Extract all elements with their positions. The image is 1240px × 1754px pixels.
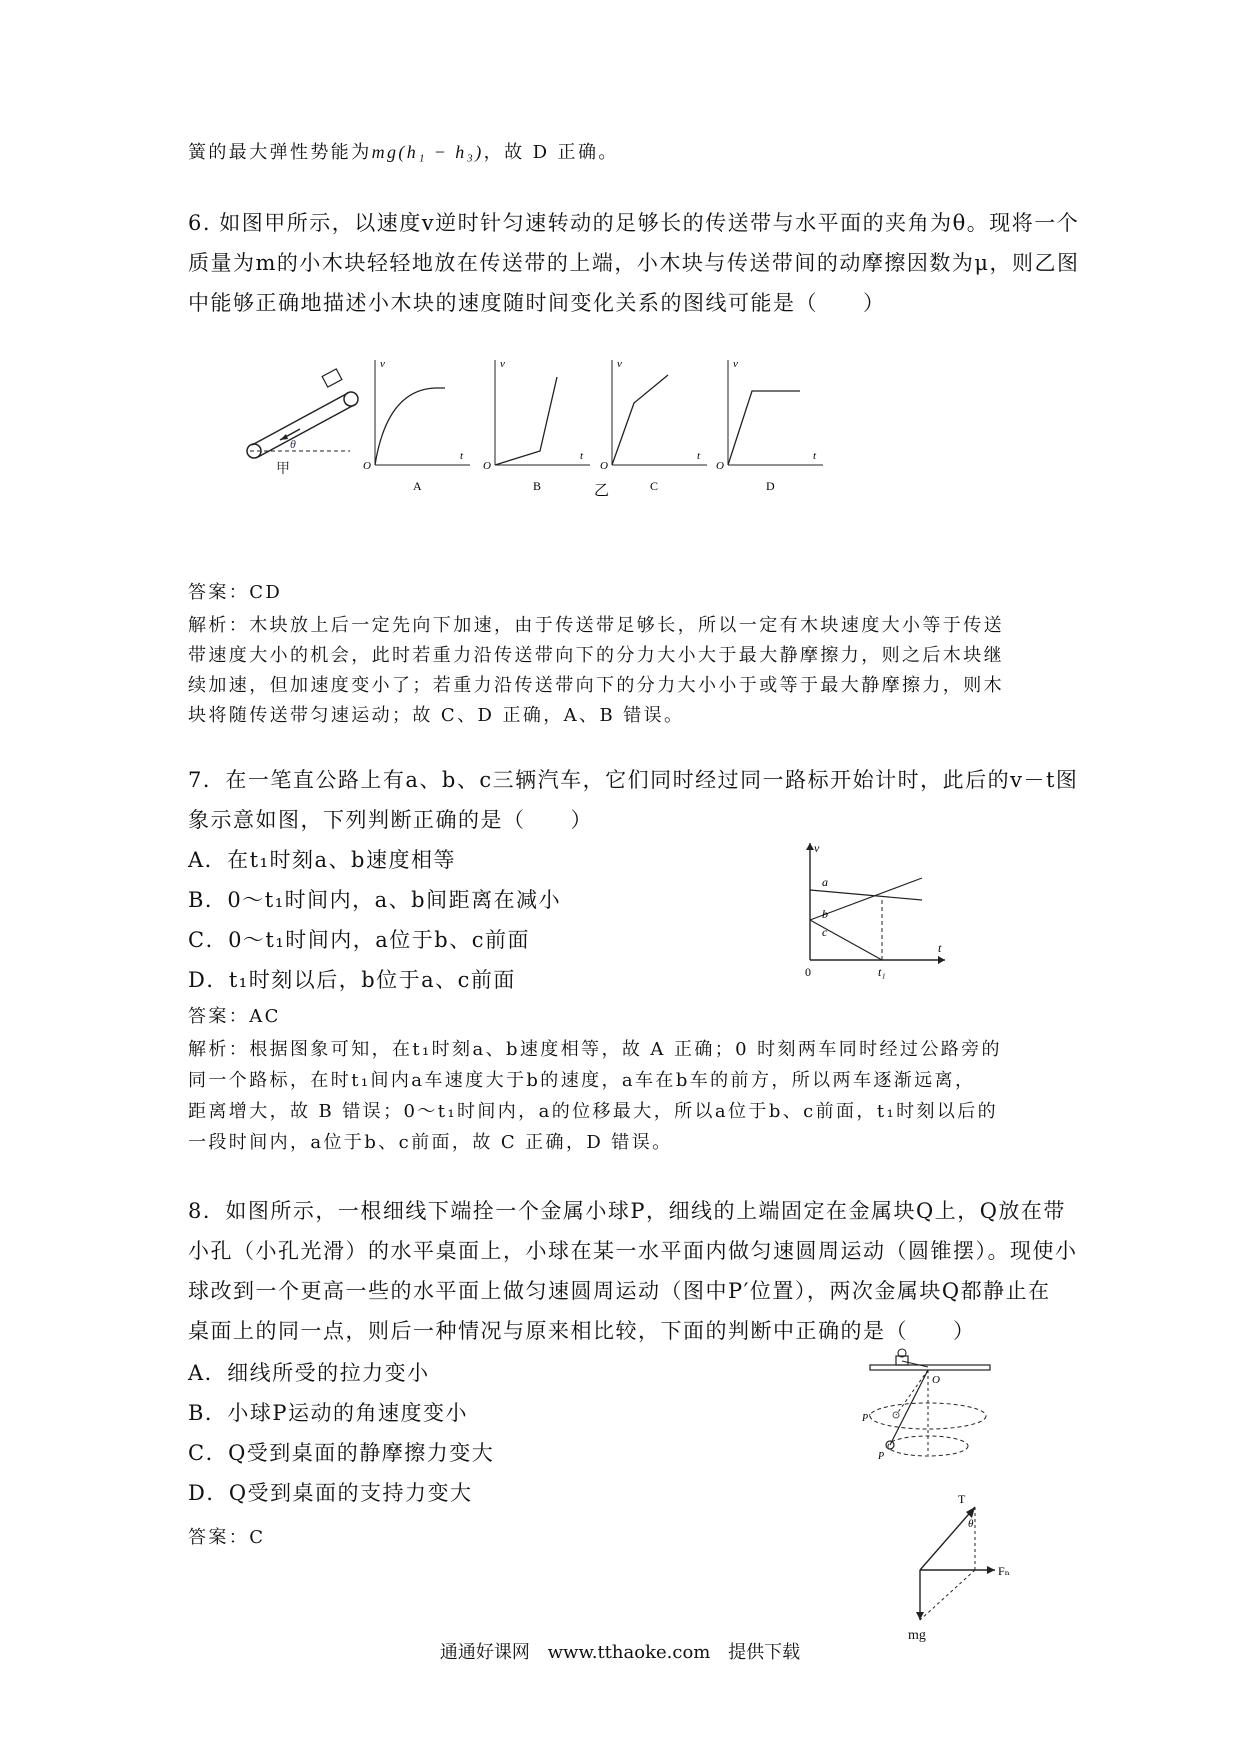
graph-b-t: t — [580, 450, 584, 462]
q7-axis-v: v — [814, 841, 820, 855]
q7-vt-graph — [800, 840, 950, 980]
q6-analysis-2: 带速度大小的机会，此时若重力沿传送带向下的分力大小大于最大静摩擦力，则之后木块继 — [188, 645, 1004, 666]
graph-a-v: v — [380, 358, 385, 370]
graph-d-origin: O — [716, 460, 724, 472]
q8-stem-line1: 8．如图所示，一根细线下端拴一个金属小球P，细线的上端固定在金属块Q上，Q放在带 — [188, 1199, 1066, 1223]
belt-angle-label: θ — [290, 437, 296, 451]
graph-a — [363, 358, 470, 493]
q7-origin: 0 — [805, 965, 811, 979]
q6-stem-line3: 中能够正确地描述小木块的速度随时间变化关系的图线可能是（ ） — [188, 291, 886, 315]
tension-vector — [920, 1507, 975, 1570]
q7-analysis-1: 解析：根据图象可知，在t₁时刻a、b速度相等，故 A 正确；0 时刻两车同时经过公路旁的 — [188, 1039, 1002, 1060]
graph-c-t: t — [697, 450, 701, 462]
q8-force-diagram — [880, 1485, 1020, 1625]
graph-b — [483, 358, 590, 493]
q8-option-d: D．Q受到桌面的支持力变大 — [188, 1481, 473, 1505]
q7-option-b: B．0～t₁时间内，a、b间距离在减小 — [188, 888, 562, 912]
q8-option-b: B．小球P运动的角速度变小 — [188, 1401, 469, 1425]
q7-option-c: C．0～t₁时间内，a位于b、c前面 — [188, 928, 531, 952]
q7-option-a: A．在t₁时刻a、b速度相等 — [188, 848, 456, 872]
q8-label-p-prime: P′ — [862, 1413, 871, 1424]
q6-stem-line1: 6. 如图甲所示，以速度v逆时针匀速转动的足够长的传送带与水平面的夹角为θ。现将一个 — [188, 211, 1080, 235]
page-footer — [0, 1638, 1240, 1664]
q7-option-d: D．t₁时刻以后，b位于a、c前面 — [188, 968, 516, 992]
q8-label-theta: θ — [968, 1518, 974, 1530]
line-c — [810, 920, 882, 960]
graph-d-v: v — [733, 358, 738, 370]
q6-stem-line2: 质量为m的小木块轻轻地放在传送带的上端，小木块与传送带间的动摩擦因数为μ，则乙图 — [188, 251, 1080, 275]
q8-label-p: P — [878, 1451, 885, 1462]
q6-figure — [240, 355, 920, 505]
q8-stem-line3: 球改到一个更高一些的水平面上做匀速圆周运动（图中P′位置），两次金属块Q都静止在 — [188, 1279, 1051, 1303]
q8-stem-line4: 桌面上的同一点，则后一种情况与原来相比较，下面的判断中正确的是（ ） — [188, 1319, 976, 1343]
conveyor-belt-figure — [247, 369, 358, 477]
q8-stem-line2: 小孔（小孔光滑）的水平桌面上，小球在某一水平面内做匀速圆周运动（圆锥摆）。现使小 — [188, 1239, 1078, 1263]
q7-stem-line2: 象示意如图，下列判断正确的是（ ） — [188, 808, 593, 832]
prev-answer-tail — [188, 138, 619, 164]
footer-note: 提供下载 — [728, 1642, 801, 1663]
graph-c-origin: O — [600, 460, 608, 472]
q8-label-o: O — [932, 1374, 940, 1386]
string-p — [890, 1370, 928, 1445]
table-surface — [870, 1365, 990, 1370]
graph-a-t: t — [460, 450, 464, 462]
prev-formula: mg(h₁ − h₃) — [371, 142, 484, 162]
q8-label-fn: Fₙ — [998, 1564, 1010, 1578]
graph-b-v: v — [500, 358, 505, 370]
prev-tail-text: 簧的最大弹性势能为 — [188, 142, 372, 163]
q8-label-t: T — [958, 1492, 966, 1506]
graph-a-origin: O — [363, 460, 371, 472]
q7-t1-tick: t₁ — [878, 965, 886, 979]
q7-axis-t: t — [938, 941, 942, 955]
q7-label-b: b — [822, 907, 828, 921]
footer-site: 通通好课网 — [439, 1642, 530, 1663]
figure-yi-label: 乙 — [594, 483, 610, 499]
graph-d-label: D — [766, 479, 775, 493]
q7-analysis-2: 同一个路标，在时t₁间内a车速度大于b的速度，a车在b车的前方，所以两车逐渐远离， — [188, 1070, 976, 1091]
q7-analysis-3: 距离增大，故 B 错误；0～t₁时间内，a的位移最大，所以a位于b、c前面，t₁时刻以后的 — [188, 1101, 999, 1122]
q6-answer: 答案：CD — [188, 582, 283, 603]
figure-jia-label: 甲 — [276, 462, 290, 477]
prev-tail-end: ，故 D 正确。 — [483, 142, 619, 163]
graph-b-origin: O — [483, 460, 491, 472]
graph-b-label: B — [533, 479, 542, 493]
graph-c-label: C — [650, 479, 659, 493]
q7-label-a: a — [822, 875, 828, 889]
q8-answer: 答案：C — [188, 1527, 266, 1548]
q7-label-c: c — [822, 925, 828, 939]
graph-d-t: t — [813, 450, 817, 462]
graph-d — [716, 358, 823, 493]
q6-analysis-4: 块将随传送带匀速运动；故 C、D 正确，A、B 错误。 — [188, 705, 685, 726]
q8-pendulum-figure — [860, 1345, 1000, 1470]
q6-analysis-3: 续加速，但加速度变小了；若重力沿传送带向下的分力大小小于或等于最大静摩擦力，则木 — [188, 675, 1004, 696]
q7-answer: 答案：AC — [188, 1006, 281, 1027]
q8-option-c: C．Q受到桌面的静摩擦力变大 — [188, 1441, 495, 1465]
q7-stem-line1: 7．在一笔直公路上有a、b、c三辆汽车，它们同时经过同一路标开始计时，此后的v－t图 — [188, 768, 1079, 792]
q6-analysis-1: 解析：木块放上后一定先向下加速，由于传送带足够长，所以一定有木块速度大小等于传送 — [188, 615, 1004, 636]
footer-url[interactable]: www.tthaoke.com — [547, 1642, 711, 1663]
graph-a-label: A — [413, 479, 422, 493]
q8-label-mg: mg — [908, 1628, 926, 1643]
q7-analysis-4: 一段时间内，a位于b、c前面，故 C 正确，D 错误。 — [188, 1132, 673, 1153]
q8-option-a: A．细线所受的拉力变小 — [188, 1361, 430, 1385]
graph-c — [594, 358, 707, 499]
graph-c-v: v — [617, 358, 622, 370]
